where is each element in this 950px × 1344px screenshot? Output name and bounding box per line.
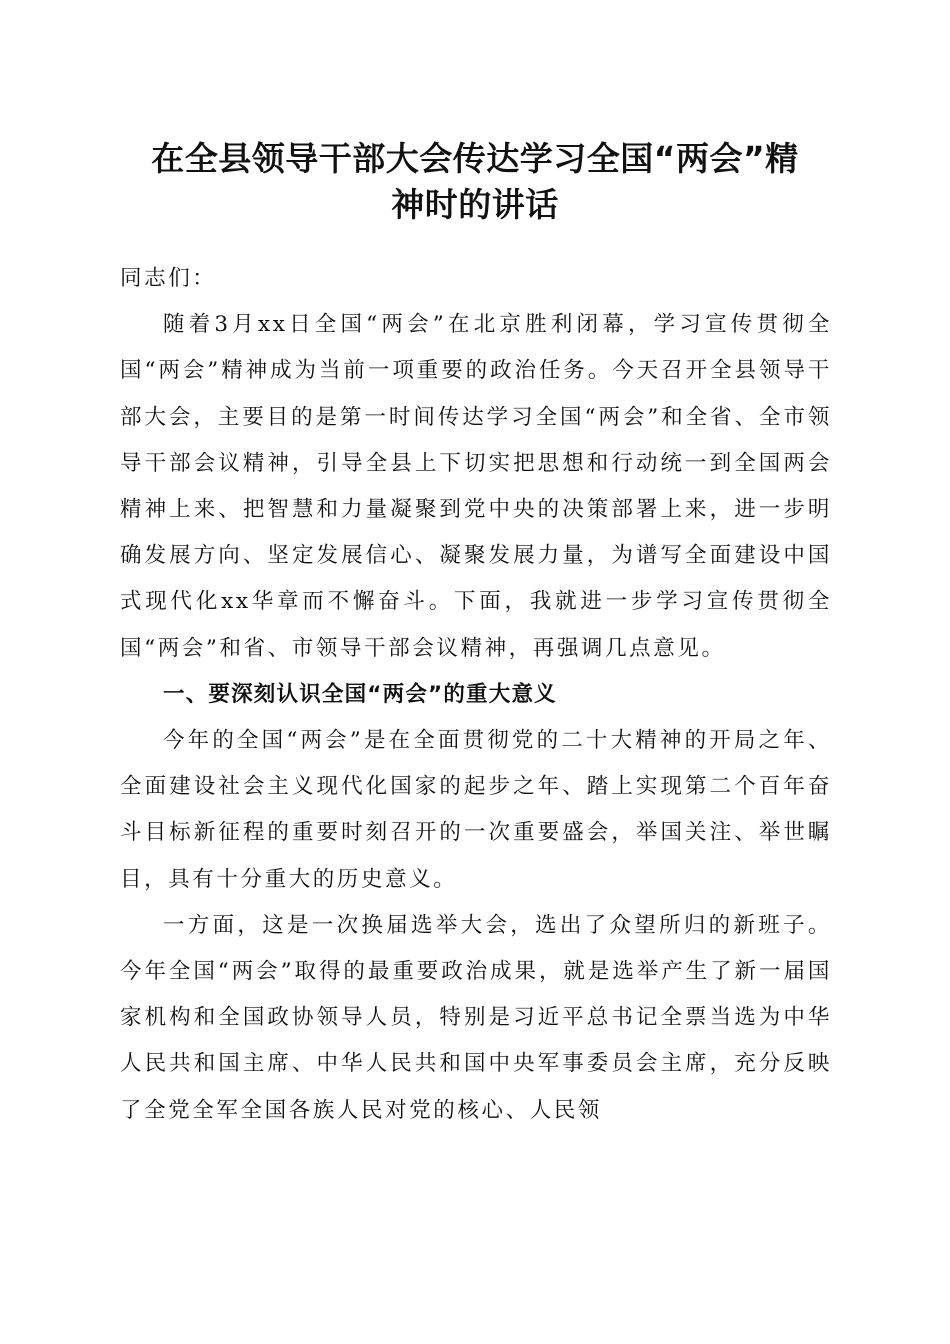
document-title	[110, 136, 840, 228]
body-paragraph: 今年的全国“两会”是在全面贯彻党的二十大精神的开局之年、全面建设社会主义现代化国家的起步之年、踏上实现第二个百年奋斗目标新征程的重要时刻召开的一次重要盛会，举国关注、举世瞩目，具有十分重大的历史意义。	[120, 728, 832, 892]
body-paragraph: 一方面，这是一次换届选举大会，选出了众望所归的新班子。今年全国“两会”取得的最重要政治成果，就是选举产生了新一届国家机构和全国政协领导人员，特别是习近平总书记全票当选为中华人民共和国主席、中华人民共和国中央军事委员会主席，充分反映了全党全军全国各族人民对党的核心、人民领	[120, 912, 832, 1123]
title-line-1: 在全县领导干部大会传达学习全国“两会”精	[151, 139, 799, 178]
section-heading: 一、要深刻认识全国“两会”的重大意义	[163, 681, 557, 707]
body-paragraph: 随着3月xx日全国“两会”在北京胜利闭幕，学习宣传贯彻全国“两会”精神成为当前一项重要的政治任务。今天召开全县领导干部大会，主要目的是第一时间传达学习全国“两会”和全省、全市领导干部会议精神，引导全县上下切实把思想和行动统一到全国两会精神上来、把智慧和力量凝聚到党中央的决策部署上来，进一步明确发展方向、坚定发展信心、凝聚发展力量，为谱写全面建设中国式现代化xx华章而不懈奋斗。下面，我就进一步学习宣传贯彻全国“两会”和省、市领导干部会议精神，再强调几点意见。	[120, 312, 832, 661]
document-body	[120, 256, 832, 1134]
salutation: 同志们：	[120, 266, 217, 291]
title-line-2: 神时的讲话	[391, 185, 559, 224]
